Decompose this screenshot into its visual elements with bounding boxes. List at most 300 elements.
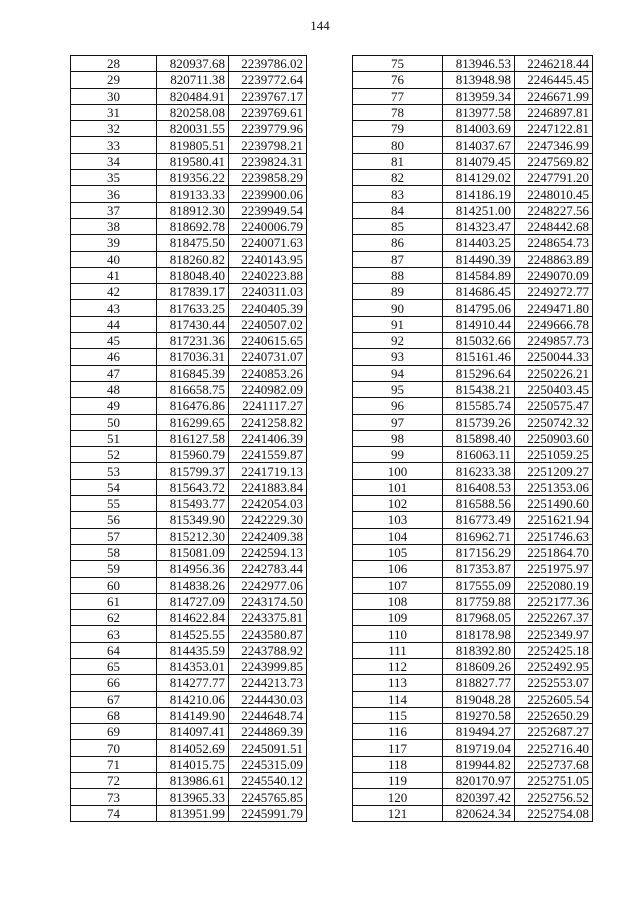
x-coordinate-cell: 814622.84	[157, 610, 229, 626]
point-number-cell: 107	[353, 577, 443, 593]
x-coordinate-cell: 814403.25	[443, 235, 515, 251]
y-coordinate-cell: 2250403.45	[515, 381, 593, 397]
point-number-cell: 118	[353, 756, 443, 772]
table-row	[353, 153, 593, 169]
table-row	[353, 593, 593, 609]
y-coordinate-cell: 2248227.56	[515, 202, 593, 218]
y-coordinate-cell: 2250903.60	[515, 430, 593, 446]
table-row	[353, 610, 593, 626]
x-coordinate-cell: 817156.29	[443, 544, 515, 560]
y-coordinate-cell: 2239786.02	[229, 56, 307, 72]
y-coordinate-cell: 2243375.81	[229, 610, 307, 626]
x-coordinate-cell: 816773.49	[443, 512, 515, 528]
point-number-cell: 41	[71, 267, 157, 283]
table-row	[71, 88, 307, 104]
point-number-cell: 52	[71, 447, 157, 463]
y-coordinate-cell: 2241719.13	[229, 463, 307, 479]
y-coordinate-cell: 2246897.81	[515, 104, 593, 120]
point-number-cell: 91	[353, 316, 443, 332]
y-coordinate-cell: 2240071.63	[229, 235, 307, 251]
point-number-cell: 119	[353, 773, 443, 789]
point-number-cell: 29	[71, 72, 157, 88]
x-coordinate-cell: 815161.46	[443, 349, 515, 365]
point-number-cell: 93	[353, 349, 443, 365]
point-number-cell: 114	[353, 691, 443, 707]
table-row	[353, 528, 593, 544]
table-row	[353, 170, 593, 186]
table-row	[353, 414, 593, 430]
point-number-cell: 65	[71, 658, 157, 674]
table-row	[71, 104, 307, 120]
x-coordinate-cell: 814795.06	[443, 300, 515, 316]
table-row	[353, 463, 593, 479]
y-coordinate-cell: 2243788.92	[229, 642, 307, 658]
x-coordinate-cell: 816588.56	[443, 496, 515, 512]
table-row	[353, 496, 593, 512]
table-row	[353, 740, 593, 756]
table-row	[71, 773, 307, 789]
x-coordinate-cell: 818178.98	[443, 626, 515, 642]
point-number-cell: 76	[353, 72, 443, 88]
x-coordinate-cell: 814210.06	[157, 691, 229, 707]
y-coordinate-cell: 2250575.47	[515, 398, 593, 414]
point-number-cell: 53	[71, 463, 157, 479]
x-coordinate-cell: 813948.98	[443, 72, 515, 88]
y-coordinate-cell: 2247791.20	[515, 170, 593, 186]
point-number-cell: 115	[353, 707, 443, 723]
y-coordinate-cell: 2240405.39	[229, 300, 307, 316]
x-coordinate-cell: 820170.97	[443, 773, 515, 789]
point-number-cell: 86	[353, 235, 443, 251]
x-coordinate-cell: 819494.27	[443, 724, 515, 740]
point-number-cell: 42	[71, 284, 157, 300]
table-row	[353, 479, 593, 495]
y-coordinate-cell: 2251490.60	[515, 496, 593, 512]
y-coordinate-cell: 2251209.27	[515, 463, 593, 479]
point-number-cell: 35	[71, 170, 157, 186]
table-row	[353, 316, 593, 332]
point-number-cell: 58	[71, 544, 157, 560]
x-coordinate-cell: 818912.30	[157, 202, 229, 218]
x-coordinate-cell: 813951.99	[157, 805, 229, 821]
table-row	[353, 121, 593, 137]
table-row	[353, 88, 593, 104]
x-coordinate-cell: 817839.17	[157, 284, 229, 300]
point-number-cell: 89	[353, 284, 443, 300]
point-number-cell: 92	[353, 333, 443, 349]
x-coordinate-cell: 814956.36	[157, 561, 229, 577]
point-number-cell: 97	[353, 414, 443, 430]
point-number-cell: 88	[353, 267, 443, 283]
point-number-cell: 62	[71, 610, 157, 626]
table-row	[353, 186, 593, 202]
table-row	[353, 284, 593, 300]
point-number-cell: 61	[71, 593, 157, 609]
y-coordinate-cell: 2239772.64	[229, 72, 307, 88]
table-row	[353, 300, 593, 316]
y-coordinate-cell: 2243999.85	[229, 658, 307, 674]
point-number-cell: 104	[353, 528, 443, 544]
y-coordinate-cell: 2241258.82	[229, 414, 307, 430]
point-number-cell: 80	[353, 137, 443, 153]
y-coordinate-cell: 2242229.30	[229, 512, 307, 528]
y-coordinate-cell: 2252751.05	[515, 773, 593, 789]
point-number-cell: 32	[71, 121, 157, 137]
table-row	[353, 447, 593, 463]
y-coordinate-cell: 2252425.18	[515, 642, 593, 658]
point-number-cell: 116	[353, 724, 443, 740]
table-row	[71, 610, 307, 626]
y-coordinate-cell: 2246218.44	[515, 56, 593, 72]
point-number-cell: 67	[71, 691, 157, 707]
table-row	[71, 675, 307, 691]
x-coordinate-cell: 814838.26	[157, 577, 229, 593]
point-number-cell: 84	[353, 202, 443, 218]
point-number-cell: 87	[353, 251, 443, 267]
x-coordinate-cell: 816845.39	[157, 365, 229, 381]
x-coordinate-cell: 818475.50	[157, 235, 229, 251]
y-coordinate-cell: 2244869.39	[229, 724, 307, 740]
y-coordinate-cell: 2249666.78	[515, 316, 593, 332]
table-row	[353, 789, 593, 805]
y-coordinate-cell: 2244648.74	[229, 707, 307, 723]
x-coordinate-cell: 819719.04	[443, 740, 515, 756]
x-coordinate-cell: 814910.44	[443, 316, 515, 332]
point-number-cell: 34	[71, 153, 157, 169]
table-row	[353, 756, 593, 772]
x-coordinate-cell: 814052.69	[157, 740, 229, 756]
table-row	[71, 56, 307, 72]
table-row	[353, 773, 593, 789]
y-coordinate-cell: 2242783.44	[229, 561, 307, 577]
point-number-cell: 68	[71, 707, 157, 723]
table-row	[71, 267, 307, 283]
y-coordinate-cell: 2240006.79	[229, 218, 307, 234]
x-coordinate-cell: 814129.02	[443, 170, 515, 186]
y-coordinate-cell: 2240143.95	[229, 251, 307, 267]
table-row	[353, 398, 593, 414]
x-coordinate-cell: 817555.09	[443, 577, 515, 593]
point-number-cell: 31	[71, 104, 157, 120]
x-coordinate-cell: 818827.77	[443, 675, 515, 691]
x-coordinate-cell: 814727.09	[157, 593, 229, 609]
table-row	[353, 805, 593, 821]
x-coordinate-cell: 813977.58	[443, 104, 515, 120]
table-row	[71, 218, 307, 234]
table-row	[353, 381, 593, 397]
table-row	[71, 349, 307, 365]
x-coordinate-cell: 813959.34	[443, 88, 515, 104]
y-coordinate-cell: 2252267.37	[515, 610, 593, 626]
x-coordinate-cell: 820624.34	[443, 805, 515, 821]
table-body-left	[71, 56, 307, 822]
x-coordinate-cell: 819270.58	[443, 707, 515, 723]
table-row	[71, 300, 307, 316]
y-coordinate-cell: 2247569.82	[515, 153, 593, 169]
point-number-cell: 81	[353, 153, 443, 169]
x-coordinate-cell: 816063.11	[443, 447, 515, 463]
table-row	[353, 218, 593, 234]
point-number-cell: 83	[353, 186, 443, 202]
table-row	[71, 414, 307, 430]
y-coordinate-cell: 2252349.97	[515, 626, 593, 642]
point-number-cell: 105	[353, 544, 443, 560]
x-coordinate-cell: 819944.82	[443, 756, 515, 772]
table-row	[353, 137, 593, 153]
x-coordinate-cell: 814015.75	[157, 756, 229, 772]
table-row	[353, 512, 593, 528]
y-coordinate-cell: 2240982.09	[229, 381, 307, 397]
y-coordinate-cell: 2240311.03	[229, 284, 307, 300]
point-number-cell: 82	[353, 170, 443, 186]
point-number-cell: 37	[71, 202, 157, 218]
x-coordinate-cell: 818260.82	[157, 251, 229, 267]
x-coordinate-cell: 814003.69	[443, 121, 515, 137]
point-number-cell: 59	[71, 561, 157, 577]
point-number-cell: 47	[71, 365, 157, 381]
table-row	[71, 186, 307, 202]
y-coordinate-cell: 2252754.08	[515, 805, 593, 821]
x-coordinate-cell: 818048.40	[157, 267, 229, 283]
point-number-cell: 64	[71, 642, 157, 658]
table-row	[71, 561, 307, 577]
table-row	[71, 544, 307, 560]
table-row	[71, 789, 307, 805]
point-number-cell: 36	[71, 186, 157, 202]
y-coordinate-cell: 2242409.38	[229, 528, 307, 544]
table-row	[353, 235, 593, 251]
y-coordinate-cell: 2242594.13	[229, 544, 307, 560]
x-coordinate-cell: 815585.74	[443, 398, 515, 414]
table-row	[71, 577, 307, 593]
x-coordinate-cell: 819133.33	[157, 186, 229, 202]
y-coordinate-cell: 2252650.29	[515, 707, 593, 723]
y-coordinate-cell: 2239900.06	[229, 186, 307, 202]
point-number-cell: 121	[353, 805, 443, 821]
table-row	[71, 724, 307, 740]
x-coordinate-cell: 814525.55	[157, 626, 229, 642]
point-number-cell: 100	[353, 463, 443, 479]
y-coordinate-cell: 2239779.96	[229, 121, 307, 137]
table-row	[353, 430, 593, 446]
table-row	[71, 691, 307, 707]
y-coordinate-cell: 2245315.09	[229, 756, 307, 772]
y-coordinate-cell: 2239949.54	[229, 202, 307, 218]
point-number-cell: 90	[353, 300, 443, 316]
point-number-cell: 85	[353, 218, 443, 234]
table-row	[71, 121, 307, 137]
x-coordinate-cell: 820397.42	[443, 789, 515, 805]
table-row	[353, 642, 593, 658]
x-coordinate-cell: 814353.01	[157, 658, 229, 674]
table-row	[353, 658, 593, 674]
point-number-cell: 28	[71, 56, 157, 72]
x-coordinate-cell: 815212.30	[157, 528, 229, 544]
y-coordinate-cell: 2239858.29	[229, 170, 307, 186]
point-number-cell: 106	[353, 561, 443, 577]
x-coordinate-cell: 817633.25	[157, 300, 229, 316]
x-coordinate-cell: 817759.88	[443, 593, 515, 609]
x-coordinate-cell: 816658.75	[157, 381, 229, 397]
x-coordinate-cell: 813946.53	[443, 56, 515, 72]
table-row	[353, 691, 593, 707]
table-row	[353, 707, 593, 723]
y-coordinate-cell: 2239798.21	[229, 137, 307, 153]
point-number-cell: 98	[353, 430, 443, 446]
point-number-cell: 60	[71, 577, 157, 593]
point-number-cell: 66	[71, 675, 157, 691]
y-coordinate-cell: 2241406.39	[229, 430, 307, 446]
y-coordinate-cell: 2249471.80	[515, 300, 593, 316]
point-number-cell: 30	[71, 88, 157, 104]
table-row	[71, 626, 307, 642]
table-row	[71, 137, 307, 153]
table-row	[71, 512, 307, 528]
x-coordinate-cell: 819805.51	[157, 137, 229, 153]
y-coordinate-cell: 2250044.33	[515, 349, 593, 365]
x-coordinate-cell: 814277.77	[157, 675, 229, 691]
y-coordinate-cell: 2252756.52	[515, 789, 593, 805]
table-row	[71, 316, 307, 332]
point-number-cell: 55	[71, 496, 157, 512]
y-coordinate-cell: 2239769.61	[229, 104, 307, 120]
table-row	[353, 104, 593, 120]
x-coordinate-cell: 815493.77	[157, 496, 229, 512]
table-row	[71, 593, 307, 609]
table-row	[71, 251, 307, 267]
table-row	[71, 202, 307, 218]
point-number-cell: 96	[353, 398, 443, 414]
y-coordinate-cell: 2252605.54	[515, 691, 593, 707]
x-coordinate-cell: 814251.00	[443, 202, 515, 218]
table-row	[353, 333, 593, 349]
y-coordinate-cell: 2242977.06	[229, 577, 307, 593]
table-row	[71, 479, 307, 495]
point-number-cell: 112	[353, 658, 443, 674]
point-number-cell: 39	[71, 235, 157, 251]
x-coordinate-cell: 820711.38	[157, 72, 229, 88]
y-coordinate-cell: 2241559.87	[229, 447, 307, 463]
y-coordinate-cell: 2252737.68	[515, 756, 593, 772]
y-coordinate-cell: 2240615.65	[229, 333, 307, 349]
point-number-cell: 94	[353, 365, 443, 381]
y-coordinate-cell: 2252687.27	[515, 724, 593, 740]
y-coordinate-cell: 2241117.27	[229, 398, 307, 414]
x-coordinate-cell: 815032.66	[443, 333, 515, 349]
point-number-cell: 49	[71, 398, 157, 414]
y-coordinate-cell: 2244430.03	[229, 691, 307, 707]
table-row	[71, 398, 307, 414]
page-number: 144	[310, 18, 330, 33]
point-number-cell: 69	[71, 724, 157, 740]
y-coordinate-cell: 2251059.25	[515, 447, 593, 463]
x-coordinate-cell: 815296.64	[443, 365, 515, 381]
y-coordinate-cell: 2240223.88	[229, 267, 307, 283]
x-coordinate-cell: 816233.38	[443, 463, 515, 479]
x-coordinate-cell: 816127.58	[157, 430, 229, 446]
table-row	[71, 496, 307, 512]
y-coordinate-cell: 2245765.85	[229, 789, 307, 805]
y-coordinate-cell: 2252553.07	[515, 675, 593, 691]
x-coordinate-cell: 813965.33	[157, 789, 229, 805]
x-coordinate-cell: 816408.53	[443, 479, 515, 495]
point-number-cell: 79	[353, 121, 443, 137]
x-coordinate-cell: 814435.59	[157, 642, 229, 658]
point-number-cell: 44	[71, 316, 157, 332]
point-number-cell: 103	[353, 512, 443, 528]
y-coordinate-cell: 2249070.09	[515, 267, 593, 283]
point-number-cell: 74	[71, 805, 157, 821]
x-coordinate-cell: 815799.37	[157, 463, 229, 479]
table-row	[71, 365, 307, 381]
x-coordinate-cell: 814584.89	[443, 267, 515, 283]
y-coordinate-cell: 2241883.84	[229, 479, 307, 495]
point-number-cell: 33	[71, 137, 157, 153]
table-row	[71, 447, 307, 463]
y-coordinate-cell: 2248654.73	[515, 235, 593, 251]
y-coordinate-cell: 2250226.21	[515, 365, 593, 381]
point-number-cell: 45	[71, 333, 157, 349]
x-coordinate-cell: 815739.26	[443, 414, 515, 430]
table-row	[71, 756, 307, 772]
point-number-cell: 72	[71, 773, 157, 789]
point-number-cell: 50	[71, 414, 157, 430]
point-number-cell: 108	[353, 593, 443, 609]
point-number-cell: 73	[71, 789, 157, 805]
table-row	[71, 528, 307, 544]
table-row	[71, 740, 307, 756]
x-coordinate-cell: 819356.22	[157, 170, 229, 186]
x-coordinate-cell: 814149.90	[157, 707, 229, 723]
y-coordinate-cell: 2251864.70	[515, 544, 593, 560]
y-coordinate-cell: 2239824.31	[229, 153, 307, 169]
table-body-right	[353, 56, 593, 822]
table-row	[71, 642, 307, 658]
x-coordinate-cell: 814079.45	[443, 153, 515, 169]
y-coordinate-cell: 2252177.36	[515, 593, 593, 609]
point-number-cell: 43	[71, 300, 157, 316]
x-coordinate-cell: 814323.47	[443, 218, 515, 234]
table-row	[71, 658, 307, 674]
x-coordinate-cell: 814186.19	[443, 186, 515, 202]
y-coordinate-cell: 2248863.89	[515, 251, 593, 267]
point-number-cell: 54	[71, 479, 157, 495]
point-number-cell: 111	[353, 642, 443, 658]
point-number-cell: 70	[71, 740, 157, 756]
x-coordinate-cell: 816962.71	[443, 528, 515, 544]
y-coordinate-cell: 2247346.99	[515, 137, 593, 153]
table-row	[353, 202, 593, 218]
y-coordinate-cell: 2240731.07	[229, 349, 307, 365]
point-number-cell: 71	[71, 756, 157, 772]
y-coordinate-cell: 2242054.03	[229, 496, 307, 512]
y-coordinate-cell: 2251353.06	[515, 479, 593, 495]
y-coordinate-cell: 2250742.32	[515, 414, 593, 430]
y-coordinate-cell: 2247122.81	[515, 121, 593, 137]
point-number-cell: 40	[71, 251, 157, 267]
x-coordinate-cell: 817036.31	[157, 349, 229, 365]
point-number-cell: 102	[353, 496, 443, 512]
y-coordinate-cell: 2251975.97	[515, 561, 593, 577]
table-row	[71, 430, 307, 446]
x-coordinate-cell: 817968.05	[443, 610, 515, 626]
y-coordinate-cell: 2249272.77	[515, 284, 593, 300]
table-row	[71, 381, 307, 397]
x-coordinate-cell: 815438.21	[443, 381, 515, 397]
y-coordinate-cell: 2244213.73	[229, 675, 307, 691]
x-coordinate-cell: 819048.28	[443, 691, 515, 707]
coordinates-table-right	[352, 55, 593, 822]
